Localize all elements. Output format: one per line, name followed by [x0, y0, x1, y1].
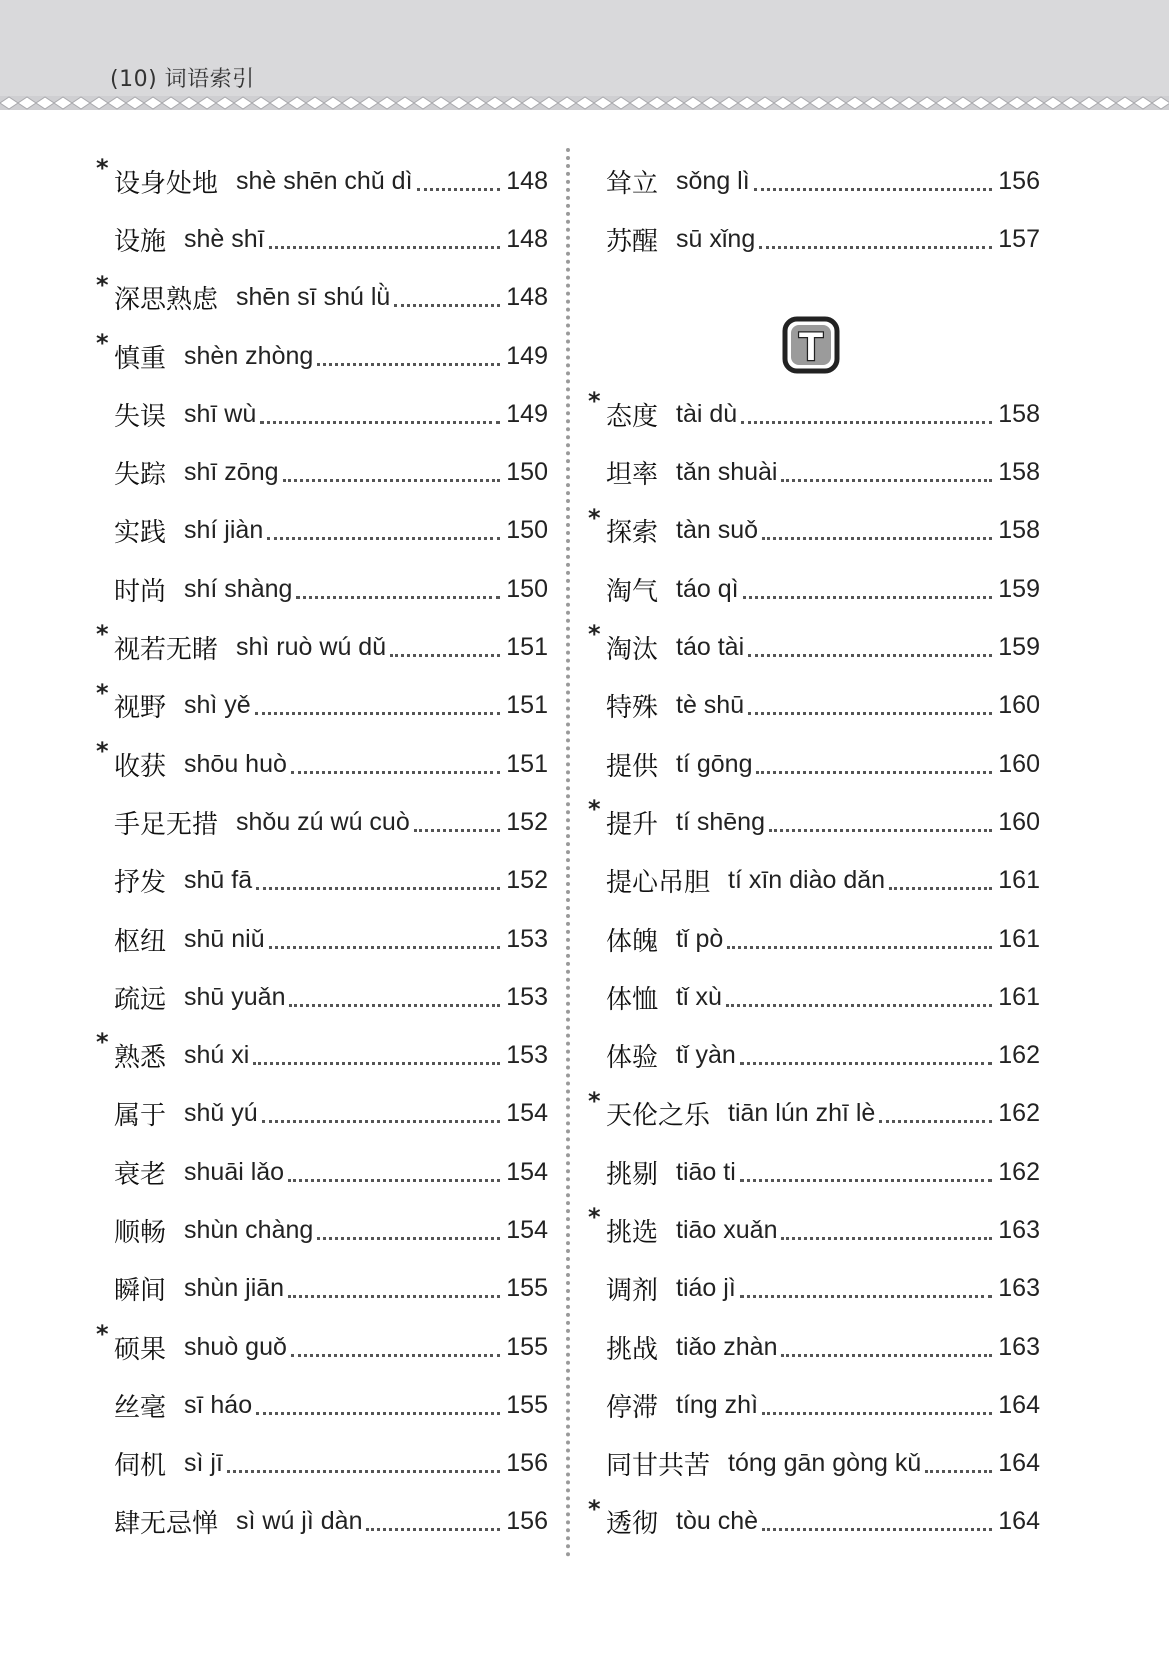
dot-leader [740, 1062, 993, 1065]
dot-leader [748, 654, 992, 657]
entry-pinyin: tí gōng [676, 749, 753, 778]
index-entry [588, 677, 1040, 735]
dot-leader [289, 1004, 500, 1007]
entry-pinyin: sì jī [184, 1449, 223, 1478]
entry-page-number: 164 [998, 1449, 1040, 1478]
entry-page-number: 157 [998, 224, 1040, 253]
index-entry [588, 1260, 1040, 1318]
entry-pinyin: sì wú jì dàn [236, 1507, 363, 1536]
entry-pinyin: shǔ yú [184, 1099, 258, 1128]
index-entry [588, 1493, 1040, 1551]
star-mark: * [588, 620, 601, 649]
dot-leader [759, 246, 992, 249]
entry-word: 慎重 [114, 343, 167, 374]
index-entry [588, 1143, 1040, 1201]
entry-page-number: 155 [506, 1274, 548, 1303]
entry-word: 坦率 [606, 460, 659, 491]
entry-pinyin: shī wù [184, 399, 257, 428]
dot-leader [727, 946, 992, 949]
star-mark: * [96, 270, 109, 299]
dot-leader [414, 829, 501, 832]
dot-leader [390, 654, 500, 657]
dot-leader [262, 1120, 501, 1123]
entry-word: 挑战 [606, 1334, 659, 1365]
index-entry [96, 152, 548, 210]
entry-word: 体验 [606, 1043, 659, 1074]
entry-pinyin: shēn sī shú lǜ [236, 283, 391, 312]
entry-word: 疏远 [114, 984, 167, 1015]
entry-page-number: 162 [998, 1157, 1040, 1186]
entry-word: 体魄 [606, 926, 659, 957]
index-entry [96, 618, 548, 676]
index-entry [96, 560, 548, 618]
entry-page-number: 158 [998, 399, 1040, 428]
entry-word: 视若无睹 [114, 635, 219, 666]
star-mark: * [588, 387, 601, 416]
entry-pinyin: shùn jiān [184, 1274, 285, 1303]
entry-pinyin: tè shū [676, 691, 745, 720]
entry-page-number: 150 [506, 574, 548, 603]
entry-word: 收获 [114, 751, 167, 782]
entry-word: 淘汰 [606, 635, 659, 666]
entry-pinyin: shí jiàn [184, 516, 264, 545]
entry-pinyin: tiǎo zhàn [676, 1332, 778, 1361]
star-mark: * [96, 1319, 109, 1348]
entry-word: 调剂 [606, 1276, 659, 1307]
index-entry [96, 793, 548, 851]
entry-word: 失误 [114, 401, 167, 432]
entry-page-number: 163 [998, 1332, 1040, 1361]
index-entry [588, 852, 1040, 910]
index-entry [588, 152, 1040, 210]
dot-leader [291, 1354, 500, 1357]
index-entry [588, 735, 1040, 793]
index-entry [96, 1318, 548, 1376]
dot-leader [227, 1470, 500, 1473]
entry-pinyin: táo tài [676, 633, 745, 662]
entry-page-number: 148 [506, 224, 548, 253]
index-entry [96, 1435, 548, 1493]
dot-leader [748, 712, 992, 715]
dot-leader [269, 946, 501, 949]
star-mark: * [96, 328, 109, 357]
entry-word: 特殊 [606, 693, 659, 724]
entry-word: 设施 [114, 226, 167, 257]
entry-pinyin: tài dù [676, 399, 738, 428]
entry-page-number: 163 [998, 1215, 1040, 1244]
entry-page-number: 162 [998, 1099, 1040, 1128]
dot-leader [762, 537, 992, 540]
dot-leader [754, 188, 993, 191]
entry-word: 设身处地 [114, 168, 219, 199]
dot-leader [762, 1412, 992, 1415]
index-entry [588, 618, 1040, 676]
entry-word: 硕果 [114, 1334, 167, 1365]
star-mark: * [96, 678, 109, 707]
section-letter-badge [782, 316, 840, 374]
index-column-left [96, 152, 548, 1551]
entry-pinyin: shī zōng [184, 458, 279, 487]
entry-word: 伺机 [114, 1451, 167, 1482]
entry-word: 挑剔 [606, 1159, 659, 1190]
entry-page-number: 156 [998, 166, 1040, 195]
entry-word: 提升 [606, 809, 659, 840]
index-entry [588, 910, 1040, 968]
star-mark: * [588, 1494, 601, 1523]
star-mark: * [96, 620, 109, 649]
index-entry [588, 1435, 1040, 1493]
index-entry [588, 1026, 1040, 1084]
entry-page-number: 154 [506, 1215, 548, 1244]
entry-page-number: 152 [506, 866, 548, 895]
dot-leader [269, 246, 501, 249]
entry-page-number: 151 [506, 691, 548, 720]
index-entry [588, 1376, 1040, 1434]
star-mark: * [588, 795, 601, 824]
dot-leader [288, 1179, 500, 1182]
entry-page-number: 156 [506, 1449, 548, 1478]
entry-page-number: 161 [998, 982, 1040, 1011]
entry-word: 提供 [606, 751, 659, 782]
dot-leader [781, 1237, 992, 1240]
entry-pinyin: shǒu zú wú cuò [236, 807, 410, 836]
entry-page-number: 154 [506, 1099, 548, 1128]
index-entry [588, 210, 1040, 268]
entry-page-number: 164 [998, 1507, 1040, 1536]
entry-pinyin: sī háo [184, 1390, 253, 1419]
entry-pinyin: tiáo jì [676, 1274, 736, 1303]
entry-pinyin: shèn zhòng [184, 341, 314, 370]
section-letter: T [798, 325, 824, 369]
index-entry [96, 210, 548, 268]
dot-leader [288, 1295, 500, 1298]
entry-page-number: 160 [998, 807, 1040, 836]
entry-pinyin: tǎn shuài [676, 458, 778, 487]
entry-word: 熟悉 [114, 1043, 167, 1074]
index-entry [96, 1201, 548, 1259]
entry-page-number: 153 [506, 982, 548, 1011]
entry-page-number: 149 [506, 341, 548, 370]
dot-leader [879, 1120, 992, 1123]
dot-leader [255, 712, 501, 715]
entry-page-number: 159 [998, 633, 1040, 662]
entry-pinyin: shì ruò wú dǔ [236, 633, 387, 662]
entry-page-number: 158 [998, 458, 1040, 487]
entry-page-number: 155 [506, 1332, 548, 1361]
index-entry [96, 677, 548, 735]
entry-word: 衰老 [114, 1159, 167, 1190]
index-entry [96, 502, 548, 560]
index-entry [96, 1085, 548, 1143]
dot-leader [781, 479, 992, 482]
index-entry [96, 269, 548, 327]
entry-pinyin: shí shàng [184, 574, 293, 603]
entry-page-number: 149 [506, 399, 548, 428]
entry-word: 视野 [114, 693, 167, 724]
index-entry [96, 1376, 548, 1434]
star-mark: * [588, 1086, 601, 1115]
entry-page-number: 160 [998, 691, 1040, 720]
entry-pinyin: tàn suǒ [676, 516, 759, 545]
entry-word: 实践 [114, 518, 167, 549]
entry-pinyin: táo qì [676, 574, 739, 603]
dot-leader [741, 421, 992, 424]
index-entry [588, 560, 1040, 618]
dot-leader [740, 1295, 993, 1298]
entry-word: 丝毫 [114, 1392, 167, 1423]
entry-pinyin: sū xǐng [676, 224, 756, 253]
entry-pinyin: shū fā [184, 866, 253, 895]
dot-leader [267, 537, 500, 540]
dot-leader [394, 304, 500, 307]
entry-page-number: 161 [998, 924, 1040, 953]
entry-pinyin: tòu chè [676, 1507, 759, 1536]
entry-page-number: 158 [998, 516, 1040, 545]
index-entry [588, 1318, 1040, 1376]
dot-leader [762, 1528, 992, 1531]
entry-pinyin: tí xīn diào dǎn [728, 866, 886, 895]
entry-word: 抒发 [114, 868, 167, 899]
star-mark: * [96, 154, 109, 182]
entry-pinyin: shùn chàng [184, 1215, 314, 1244]
entry-pinyin: shú xi [184, 1041, 250, 1070]
entry-word: 枢纽 [114, 926, 167, 957]
dot-leader [296, 596, 500, 599]
index-entry [96, 443, 548, 501]
entry-page-number: 152 [506, 807, 548, 836]
entry-pinyin: tí shēng [676, 807, 765, 836]
index-entry [96, 1260, 548, 1318]
dot-leader [317, 1237, 500, 1240]
entry-page-number: 161 [998, 866, 1040, 895]
entry-pinyin: tóng gān gòng kǔ [728, 1449, 922, 1478]
entry-word: 透彻 [606, 1509, 659, 1540]
entry-word: 失踪 [114, 460, 167, 491]
entry-pinyin: tǐ yàn [676, 1041, 736, 1070]
index-entry [96, 852, 548, 910]
index-entry [96, 327, 548, 385]
star-mark: * [588, 1203, 601, 1232]
entry-pinyin: tiāo ti [676, 1157, 736, 1186]
index-entry [588, 502, 1040, 560]
entry-word: 属于 [114, 1101, 167, 1132]
entry-page-number: 164 [998, 1390, 1040, 1419]
entry-page-number: 159 [998, 574, 1040, 603]
dot-leader [256, 887, 500, 890]
entry-word: 顺畅 [114, 1217, 167, 1248]
index-entry [588, 968, 1040, 1026]
dot-leader [769, 829, 992, 832]
entry-word: 手足无措 [114, 809, 219, 840]
index-entry [588, 443, 1040, 501]
dot-leader [260, 421, 500, 424]
index-entry [96, 1026, 548, 1084]
entry-pinyin: shū niǔ [184, 924, 265, 953]
entry-word: 瞬间 [114, 1276, 167, 1307]
dot-leader [743, 596, 993, 599]
entry-pinyin: shè shī [184, 224, 265, 253]
index-entry [96, 385, 548, 443]
index-entry [96, 1493, 548, 1551]
entry-pinyin: tǐ pò [676, 924, 724, 953]
entry-word: 提心吊胆 [606, 868, 711, 899]
entry-page-number: 148 [506, 283, 548, 312]
dot-leader [740, 1179, 993, 1182]
dot-leader [417, 188, 501, 191]
entry-pinyin: tíng zhì [676, 1390, 759, 1419]
dot-leader [889, 887, 992, 890]
entry-page-number: 151 [506, 633, 548, 662]
entry-word: 淘气 [606, 576, 659, 607]
index-entry [588, 385, 1040, 443]
entry-pinyin: shuāi lǎo [184, 1157, 285, 1186]
entry-page-number: 155 [506, 1390, 548, 1419]
entry-page-number: 162 [998, 1041, 1040, 1070]
entry-word: 态度 [606, 401, 659, 432]
entry-page-number: 153 [506, 1041, 548, 1070]
dot-leader [781, 1354, 992, 1357]
index-entry [96, 968, 548, 1026]
index-entry [96, 1143, 548, 1201]
index-entry [588, 1085, 1040, 1143]
entry-word: 同甘共苦 [606, 1451, 711, 1482]
entry-pinyin: shū yuǎn [184, 982, 286, 1011]
entry-page-number: 163 [998, 1274, 1040, 1303]
entry-pinyin: tǐ xù [676, 982, 722, 1011]
entry-page-number: 148 [506, 166, 548, 195]
entry-pinyin: shuò guǒ [184, 1332, 287, 1361]
star-mark: * [96, 1028, 109, 1057]
entry-word: 探索 [606, 518, 659, 549]
dot-leader [756, 771, 992, 774]
entry-word: 肆无忌惮 [114, 1509, 219, 1540]
column-divider [566, 148, 570, 1558]
entry-page-number: 160 [998, 749, 1040, 778]
entry-page-number: 153 [506, 924, 548, 953]
entry-word: 停滞 [606, 1392, 659, 1423]
star-mark: * [588, 503, 601, 532]
index-entry [588, 1201, 1040, 1259]
dot-leader [726, 1004, 992, 1007]
dot-leader [253, 1062, 500, 1065]
entry-word: 耸立 [606, 168, 659, 199]
entry-page-number: 150 [506, 516, 548, 545]
decorative-border [0, 96, 1169, 110]
entry-pinyin: shì yě [184, 691, 251, 720]
entry-pinyin: shè shēn chǔ dì [236, 166, 413, 195]
entry-pinyin: tiāo xuǎn [676, 1215, 778, 1244]
index-entry [588, 793, 1040, 851]
entry-word: 苏醒 [606, 226, 659, 257]
entry-word: 挑选 [606, 1217, 659, 1248]
dot-leader [291, 771, 500, 774]
dot-leader [256, 1412, 500, 1415]
dot-leader [366, 1528, 500, 1531]
entry-word: 时尚 [114, 576, 167, 607]
entry-word: 体恤 [606, 984, 659, 1015]
entry-word: 深思熟虑 [114, 285, 219, 316]
entry-pinyin: shōu huò [184, 749, 287, 778]
dot-leader [317, 363, 500, 366]
entry-page-number: 150 [506, 458, 548, 487]
entry-pinyin: tiān lún zhī lè [728, 1099, 876, 1128]
page-title: (10) 词语索引 [110, 67, 255, 92]
entry-pinyin: sǒng lì [676, 166, 750, 195]
index-entry [96, 735, 548, 793]
index-entry [96, 910, 548, 968]
entry-page-number: 156 [506, 1507, 548, 1536]
header-band [0, 0, 1169, 96]
dot-leader [283, 479, 501, 482]
star-mark: * [96, 736, 109, 765]
entry-page-number: 154 [506, 1157, 548, 1186]
entry-word: 天伦之乐 [606, 1101, 711, 1132]
dot-leader [925, 1470, 992, 1473]
entry-page-number: 151 [506, 749, 548, 778]
